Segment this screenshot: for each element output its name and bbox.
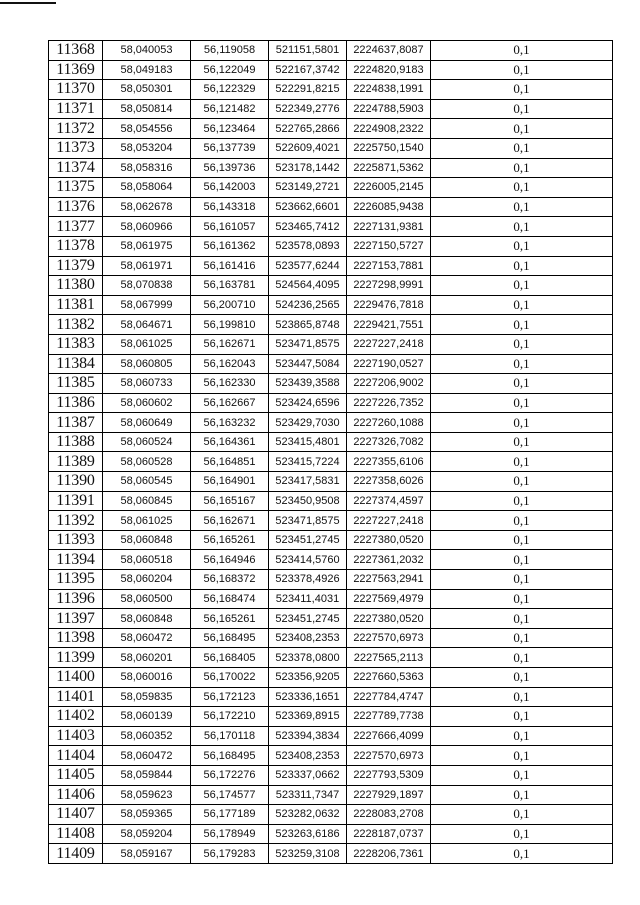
value-cell-1: 58,059365 — [103, 805, 191, 825]
row-number-cell: 11390 — [49, 472, 103, 492]
value-cell-5: 0,1 — [431, 100, 613, 120]
row-number-cell: 11375 — [49, 178, 103, 198]
value-cell-3: 523429,7030 — [269, 413, 347, 433]
value-cell-5: 0,1 — [431, 570, 613, 590]
row-number-cell: 11403 — [49, 727, 103, 747]
value-cell-2: 56,172210 — [191, 707, 269, 727]
value-cell-1: 58,059835 — [103, 688, 191, 708]
value-cell-5: 0,1 — [431, 590, 613, 610]
value-cell-1: 58,060472 — [103, 746, 191, 766]
value-cell-3: 523394,3834 — [269, 727, 347, 747]
value-cell-1: 58,060524 — [103, 433, 191, 453]
value-cell-3: 522609,4021 — [269, 139, 347, 159]
value-cell-1: 58,059167 — [103, 844, 191, 864]
value-cell-4: 2229476,7818 — [347, 296, 431, 316]
row-number-cell: 11392 — [49, 511, 103, 531]
value-cell-3: 523408,2353 — [269, 629, 347, 649]
value-cell-2: 56,174577 — [191, 786, 269, 806]
value-cell-1: 58,060472 — [103, 629, 191, 649]
value-cell-2: 56,163232 — [191, 413, 269, 433]
value-cell-5: 0,1 — [431, 766, 613, 786]
value-cell-4: 2227929,1897 — [347, 786, 431, 806]
value-cell-1: 58,060733 — [103, 374, 191, 394]
value-cell-1: 58,070838 — [103, 276, 191, 296]
row-number-cell: 11397 — [49, 609, 103, 629]
value-cell-4: 2227326,7082 — [347, 433, 431, 453]
value-cell-4: 2226085,9438 — [347, 198, 431, 218]
value-cell-2: 56,122329 — [191, 80, 269, 100]
value-cell-1: 58,062678 — [103, 198, 191, 218]
value-cell-1: 58,060518 — [103, 550, 191, 570]
value-cell-4: 2227131,9381 — [347, 217, 431, 237]
value-cell-5: 0,1 — [431, 198, 613, 218]
value-cell-4: 2227226,7352 — [347, 394, 431, 414]
value-cell-4: 2224637,8087 — [347, 41, 431, 61]
value-cell-1: 58,064671 — [103, 315, 191, 335]
value-cell-4: 2227355,6106 — [347, 452, 431, 472]
value-cell-5: 0,1 — [431, 61, 613, 81]
value-cell-4: 2224838,1991 — [347, 80, 431, 100]
row-number-cell: 11391 — [49, 492, 103, 512]
row-number-cell: 11373 — [49, 139, 103, 159]
value-cell-2: 56,165261 — [191, 531, 269, 551]
value-cell-2: 56,139736 — [191, 159, 269, 179]
value-cell-3: 522765,2866 — [269, 119, 347, 139]
value-cell-3: 523578,0893 — [269, 237, 347, 257]
row-number-cell: 11382 — [49, 315, 103, 335]
value-cell-1: 58,060139 — [103, 707, 191, 727]
value-cell-5: 0,1 — [431, 825, 613, 845]
row-number-cell: 11402 — [49, 707, 103, 727]
row-number-cell: 11370 — [49, 80, 103, 100]
value-cell-3: 523450,9508 — [269, 492, 347, 512]
value-cell-2: 56,165167 — [191, 492, 269, 512]
value-cell-2: 56,137739 — [191, 139, 269, 159]
value-cell-2: 56,172276 — [191, 766, 269, 786]
value-cell-4: 2227206,9002 — [347, 374, 431, 394]
row-number-cell: 11394 — [49, 550, 103, 570]
value-cell-2: 56,119058 — [191, 41, 269, 61]
value-cell-3: 523378,0800 — [269, 648, 347, 668]
value-cell-2: 56,162671 — [191, 335, 269, 355]
row-number-cell: 11368 — [49, 41, 103, 61]
row-number-cell: 11376 — [49, 198, 103, 218]
value-cell-5: 0,1 — [431, 276, 613, 296]
value-cell-3: 524564,4095 — [269, 276, 347, 296]
row-number-cell: 11408 — [49, 825, 103, 845]
value-cell-3: 523378,4926 — [269, 570, 347, 590]
value-cell-4: 2227660,5363 — [347, 668, 431, 688]
value-cell-3: 523263,6186 — [269, 825, 347, 845]
value-cell-4: 2228187,0737 — [347, 825, 431, 845]
row-number-cell: 11379 — [49, 257, 103, 277]
value-cell-1: 58,061025 — [103, 511, 191, 531]
row-number-cell: 11401 — [49, 688, 103, 708]
value-cell-3: 523415,4801 — [269, 433, 347, 453]
value-cell-1: 58,053204 — [103, 139, 191, 159]
value-cell-2: 56,179283 — [191, 844, 269, 864]
value-cell-5: 0,1 — [431, 433, 613, 453]
row-number-cell: 11369 — [49, 61, 103, 81]
value-cell-4: 2225750,1540 — [347, 139, 431, 159]
value-cell-4: 2224820,9183 — [347, 61, 431, 81]
value-cell-4: 2227784,4747 — [347, 688, 431, 708]
scan-edge-mark — [0, 2, 56, 4]
value-cell-1: 58,061975 — [103, 237, 191, 257]
value-cell-5: 0,1 — [431, 844, 613, 864]
value-cell-1: 58,058316 — [103, 159, 191, 179]
row-number-cell: 11388 — [49, 433, 103, 453]
value-cell-1: 58,061025 — [103, 335, 191, 355]
value-cell-3: 523282,0632 — [269, 805, 347, 825]
value-cell-5: 0,1 — [431, 237, 613, 257]
value-cell-4: 2227150,5727 — [347, 237, 431, 257]
value-cell-5: 0,1 — [431, 296, 613, 316]
value-cell-5: 0,1 — [431, 629, 613, 649]
value-cell-2: 56,162667 — [191, 394, 269, 414]
value-cell-2: 56,200710 — [191, 296, 269, 316]
value-cell-2: 56,168372 — [191, 570, 269, 590]
value-cell-1: 58,049183 — [103, 61, 191, 81]
value-cell-3: 523662,6601 — [269, 198, 347, 218]
value-cell-5: 0,1 — [431, 668, 613, 688]
value-cell-1: 58,060500 — [103, 590, 191, 610]
value-cell-1: 58,061971 — [103, 257, 191, 277]
value-cell-1: 58,060805 — [103, 355, 191, 375]
value-cell-1: 58,060966 — [103, 217, 191, 237]
value-cell-4: 2227570,6973 — [347, 746, 431, 766]
value-cell-2: 56,168405 — [191, 648, 269, 668]
value-cell-3: 523424,6596 — [269, 394, 347, 414]
value-cell-4: 2226005,2145 — [347, 178, 431, 198]
value-cell-1: 58,059623 — [103, 786, 191, 806]
value-cell-1: 58,054556 — [103, 119, 191, 139]
value-cell-4: 2225871,5362 — [347, 159, 431, 179]
value-cell-5: 0,1 — [431, 472, 613, 492]
value-cell-3: 523865,8748 — [269, 315, 347, 335]
value-cell-4: 2227570,6973 — [347, 629, 431, 649]
value-cell-1: 58,067999 — [103, 296, 191, 316]
value-cell-4: 2228083,2708 — [347, 805, 431, 825]
value-cell-4: 2227380,0520 — [347, 609, 431, 629]
value-cell-3: 523178,1442 — [269, 159, 347, 179]
row-number-cell: 11381 — [49, 296, 103, 316]
value-cell-2: 56,168495 — [191, 746, 269, 766]
value-cell-5: 0,1 — [431, 315, 613, 335]
value-cell-2: 56,122049 — [191, 61, 269, 81]
value-cell-1: 58,060204 — [103, 570, 191, 590]
value-cell-5: 0,1 — [431, 413, 613, 433]
value-cell-2: 56,170118 — [191, 727, 269, 747]
value-cell-2: 56,163781 — [191, 276, 269, 296]
value-cell-2: 56,164901 — [191, 472, 269, 492]
value-cell-3: 523415,7224 — [269, 452, 347, 472]
value-cell-3: 523149,2721 — [269, 178, 347, 198]
value-cell-4: 2224908,2322 — [347, 119, 431, 139]
value-cell-1: 58,058064 — [103, 178, 191, 198]
value-cell-2: 56,161416 — [191, 257, 269, 277]
row-number-cell: 11380 — [49, 276, 103, 296]
value-cell-5: 0,1 — [431, 41, 613, 61]
value-cell-3: 523414,5760 — [269, 550, 347, 570]
value-cell-5: 0,1 — [431, 492, 613, 512]
value-cell-3: 523439,3588 — [269, 374, 347, 394]
row-number-cell: 11400 — [49, 668, 103, 688]
data-table — [48, 40, 613, 864]
value-cell-2: 56,178949 — [191, 825, 269, 845]
value-cell-4: 2227666,4099 — [347, 727, 431, 747]
value-cell-2: 56,142003 — [191, 178, 269, 198]
value-cell-2: 56,164851 — [191, 452, 269, 472]
value-cell-4: 2224788,5903 — [347, 100, 431, 120]
value-cell-2: 56,162043 — [191, 355, 269, 375]
row-number-cell: 11385 — [49, 374, 103, 394]
value-cell-4: 2227227,2418 — [347, 335, 431, 355]
row-number-cell: 11383 — [49, 335, 103, 355]
value-cell-4: 2227563,2941 — [347, 570, 431, 590]
value-cell-2: 56,199810 — [191, 315, 269, 335]
value-cell-2: 56,177189 — [191, 805, 269, 825]
value-cell-4: 2227260,1088 — [347, 413, 431, 433]
row-number-cell: 11387 — [49, 413, 103, 433]
value-cell-5: 0,1 — [431, 609, 613, 629]
row-number-cell: 11372 — [49, 119, 103, 139]
value-cell-5: 0,1 — [431, 178, 613, 198]
row-number-cell: 11389 — [49, 452, 103, 472]
value-cell-5: 0,1 — [431, 688, 613, 708]
value-cell-1: 58,059844 — [103, 766, 191, 786]
value-cell-3: 523577,6244 — [269, 257, 347, 277]
value-cell-2: 56,121482 — [191, 100, 269, 120]
value-cell-1: 58,060848 — [103, 609, 191, 629]
value-cell-4: 2228206,7361 — [347, 844, 431, 864]
value-cell-4: 2227190,0527 — [347, 355, 431, 375]
value-cell-1: 58,040053 — [103, 41, 191, 61]
row-number-cell: 11384 — [49, 355, 103, 375]
value-cell-2: 56,161362 — [191, 237, 269, 257]
row-number-cell: 11405 — [49, 766, 103, 786]
value-cell-4: 2227789,7738 — [347, 707, 431, 727]
value-cell-2: 56,168474 — [191, 590, 269, 610]
row-number-cell: 11378 — [49, 237, 103, 257]
row-number-cell: 11395 — [49, 570, 103, 590]
row-number-cell: 11386 — [49, 394, 103, 414]
value-cell-5: 0,1 — [431, 805, 613, 825]
value-cell-3: 523451,2745 — [269, 609, 347, 629]
value-cell-4: 2227565,2113 — [347, 648, 431, 668]
value-cell-4: 2227153,7881 — [347, 257, 431, 277]
value-cell-2: 56,170022 — [191, 668, 269, 688]
value-cell-1: 58,060528 — [103, 452, 191, 472]
value-cell-2: 56,162330 — [191, 374, 269, 394]
value-cell-5: 0,1 — [431, 335, 613, 355]
row-number-cell: 11398 — [49, 629, 103, 649]
row-number-cell: 11406 — [49, 786, 103, 806]
value-cell-4: 2227298,9991 — [347, 276, 431, 296]
value-cell-1: 58,050814 — [103, 100, 191, 120]
value-cell-5: 0,1 — [431, 648, 613, 668]
value-cell-5: 0,1 — [431, 217, 613, 237]
value-cell-5: 0,1 — [431, 746, 613, 766]
value-cell-2: 56,172123 — [191, 688, 269, 708]
value-cell-3: 523447,5084 — [269, 355, 347, 375]
value-cell-1: 58,060016 — [103, 668, 191, 688]
value-cell-3: 523336,1651 — [269, 688, 347, 708]
row-number-cell: 11409 — [49, 844, 103, 864]
value-cell-2: 56,168495 — [191, 629, 269, 649]
value-cell-5: 0,1 — [431, 159, 613, 179]
value-cell-3: 523356,9205 — [269, 668, 347, 688]
value-cell-3: 523369,8915 — [269, 707, 347, 727]
value-cell-3: 522291,8215 — [269, 80, 347, 100]
row-number-cell: 11371 — [49, 100, 103, 120]
value-cell-4: 2227569,4979 — [347, 590, 431, 610]
value-cell-4: 2227380,0520 — [347, 531, 431, 551]
value-cell-1: 58,060352 — [103, 727, 191, 747]
value-cell-3: 523471,8575 — [269, 335, 347, 355]
value-cell-2: 56,161057 — [191, 217, 269, 237]
value-cell-1: 58,060649 — [103, 413, 191, 433]
value-cell-5: 0,1 — [431, 119, 613, 139]
row-number-cell: 11393 — [49, 531, 103, 551]
value-cell-3: 522349,2776 — [269, 100, 347, 120]
value-cell-4: 2227374,4597 — [347, 492, 431, 512]
value-cell-2: 56,164946 — [191, 550, 269, 570]
value-cell-3: 523411,4031 — [269, 590, 347, 610]
value-cell-2: 56,165261 — [191, 609, 269, 629]
value-cell-2: 56,164361 — [191, 433, 269, 453]
value-cell-1: 58,059204 — [103, 825, 191, 845]
value-cell-4: 2227793,5309 — [347, 766, 431, 786]
value-cell-2: 56,123464 — [191, 119, 269, 139]
value-cell-5: 0,1 — [431, 452, 613, 472]
value-cell-3: 523311,7347 — [269, 786, 347, 806]
value-cell-5: 0,1 — [431, 374, 613, 394]
value-cell-1: 58,050301 — [103, 80, 191, 100]
row-number-cell: 11399 — [49, 648, 103, 668]
value-cell-1: 58,060845 — [103, 492, 191, 512]
value-cell-3: 523465,7412 — [269, 217, 347, 237]
value-cell-5: 0,1 — [431, 727, 613, 747]
value-cell-3: 523337,0662 — [269, 766, 347, 786]
value-cell-3: 522167,3742 — [269, 61, 347, 81]
value-cell-3: 523259,3108 — [269, 844, 347, 864]
value-cell-4: 2227358,6026 — [347, 472, 431, 492]
value-cell-5: 0,1 — [431, 139, 613, 159]
value-cell-1: 58,060545 — [103, 472, 191, 492]
value-cell-5: 0,1 — [431, 707, 613, 727]
value-cell-5: 0,1 — [431, 355, 613, 375]
value-cell-1: 58,060602 — [103, 394, 191, 414]
value-cell-5: 0,1 — [431, 80, 613, 100]
value-cell-4: 2227361,2032 — [347, 550, 431, 570]
value-cell-1: 58,060201 — [103, 648, 191, 668]
row-number-cell: 11377 — [49, 217, 103, 237]
value-cell-5: 0,1 — [431, 257, 613, 277]
value-cell-3: 523451,2745 — [269, 531, 347, 551]
value-cell-3: 523408,2353 — [269, 746, 347, 766]
value-cell-3: 521151,5801 — [269, 41, 347, 61]
value-cell-4: 2227227,2418 — [347, 511, 431, 531]
value-cell-5: 0,1 — [431, 550, 613, 570]
row-number-cell: 11404 — [49, 746, 103, 766]
value-cell-1: 58,060848 — [103, 531, 191, 551]
value-cell-5: 0,1 — [431, 511, 613, 531]
value-cell-5: 0,1 — [431, 531, 613, 551]
value-cell-5: 0,1 — [431, 394, 613, 414]
value-cell-2: 56,162671 — [191, 511, 269, 531]
value-cell-2: 56,143318 — [191, 198, 269, 218]
row-number-cell: 11396 — [49, 590, 103, 610]
row-number-cell: 11374 — [49, 159, 103, 179]
value-cell-3: 523471,8575 — [269, 511, 347, 531]
value-cell-5: 0,1 — [431, 786, 613, 806]
value-cell-3: 523417,5831 — [269, 472, 347, 492]
row-number-cell: 11407 — [49, 805, 103, 825]
value-cell-4: 2229421,7551 — [347, 315, 431, 335]
value-cell-3: 524236,2565 — [269, 296, 347, 316]
